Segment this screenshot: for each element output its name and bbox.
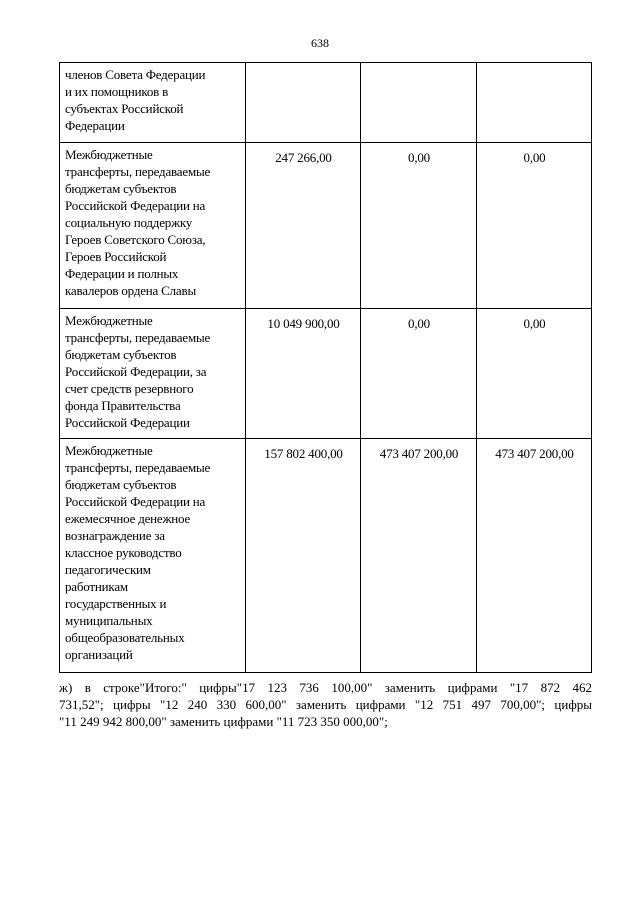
row-description-cell [60, 143, 246, 309]
row-description-cell [60, 439, 246, 673]
amount-cell-year3: 473 407 200,00 [477, 439, 592, 673]
row-description: членов Совета Федерации и их помощников в субъектах Российской Федерации [65, 67, 206, 133]
table-row [60, 439, 592, 673]
table-row [60, 63, 592, 143]
amount-cell-year1 [246, 63, 361, 143]
amount-cell-year1: 157 802 400,00 [246, 439, 361, 673]
amount-cell-year2 [361, 63, 477, 143]
amount-cell-year2: 0,00 [361, 143, 477, 309]
row-description-cell [60, 63, 246, 143]
amount-cell-year2: 0,00 [361, 309, 477, 439]
amount-cell-year1: 247 266,00 [246, 143, 361, 309]
amendment-note-line: 731,52"; цифры "12 240 330 600,00" заменить цифрами "12 751 497 700,00"; цифры [59, 697, 592, 712]
amount-cell-year1: 10 049 900,00 [246, 309, 361, 439]
amendment-note [59, 679, 592, 730]
row-description: Межбюджетные трансферты, передаваемые бюджетам субъектов Российской Федерации, за счет средств резервного фонда Правительства Российской Федерации [65, 313, 211, 430]
row-description: Межбюджетные трансферты, передаваемые бюджетам субъектов Российской Федерации на ежемесячное денежное вознаграждение за классное руководство педагогическим работникам государственных и муниципальных общеобразовательных организаций [65, 443, 211, 662]
table-row [60, 143, 592, 309]
amendment-note-line: ж) в строке"Итого:" цифры"17 123 736 100,00" заменить цифрами "17 872 462 [59, 680, 592, 695]
amount-cell-year3: 0,00 [477, 143, 592, 309]
amount-cell-year3: 0,00 [477, 309, 592, 439]
amount-cell-year3 [477, 63, 592, 143]
row-description-cell [60, 309, 246, 439]
row-description: Межбюджетные трансферты, передаваемые бюджетам субъектов Российской Федерации на социальную поддержку Героев Советского Союза, Героев Российской Федерации и полных кавалеров ордена Славы [65, 147, 211, 298]
budget-transfers-table [59, 62, 592, 673]
table-row [60, 309, 592, 439]
amendment-note-line: "11 249 942 800,00" заменить цифрами "11 723 350 000,00"; [59, 714, 388, 729]
page-number: 638 [311, 36, 329, 50]
amount-cell-year2: 473 407 200,00 [361, 439, 477, 673]
